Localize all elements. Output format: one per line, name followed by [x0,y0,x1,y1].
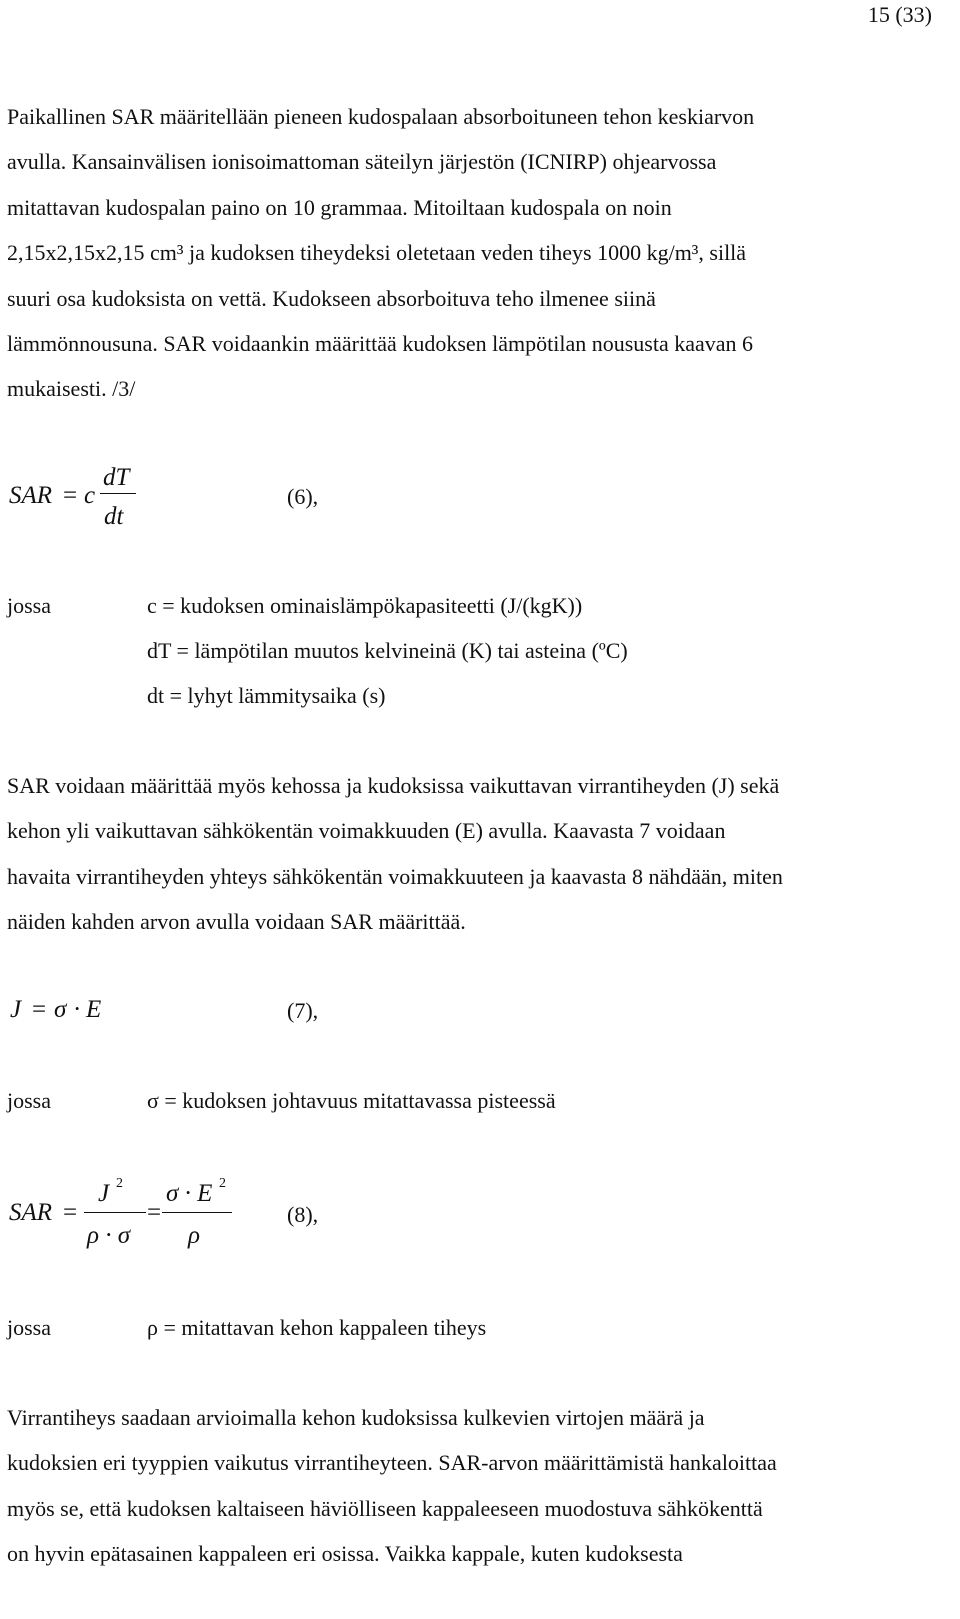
eq8-exponent-2: 2 [219,1176,226,1191]
definition-rho: ρ = mitattavan kehon kappaleen tiheys [147,1315,487,1340]
eq8-numerator-2: σ · E [166,1180,213,1207]
text-line: 2,15x2,15x2,15 cm³ ja kudoksen tiheydeksi oletetaan veden tiheys 1000 kg/m³, sillä [7,240,747,266]
text-line: Virrantiheys saadaan arvioimalla kehon kudoksissa kulkevien virtojen määrä ja [7,1405,705,1430]
eq8-equals-1: = [63,1199,78,1226]
text-line: Paikallinen SAR määritellään pieneen kudospalaan absorboituneen tehon keskiarvon [7,104,755,129]
jossa-label: jossa [7,593,51,618]
definition-c: c = kudoksen ominaislämpökapasiteetti (J/(kgK)) [147,593,583,618]
text-line: mukaisesti. /3/ [7,376,136,402]
eq7-label: (7), [287,998,319,1023]
paragraph-current-density [7,763,955,945]
text-line: SAR voidaan määrittää myös kehossa ja kudoksissa vaikuttavan virrantiheyden (J) sekä [7,773,780,798]
text-line: mitattavan kudospalan paino on 10 grammaa. Mitoiltaan kudospala on noin [7,194,672,220]
eq6-equals: = [63,482,78,509]
eq8-label: (8), [287,1202,319,1227]
page-number: 15 (33) [867,2,932,27]
paragraph-difficulties [7,1395,955,1577]
eq6-numerator: dT [103,464,130,491]
eq8-fraction-bar-1 [84,1212,146,1213]
text-line: kehon yli vaikuttavan sähkökentän voimakkuuden (E) avulla. Kaavasta 7 voidaan [7,818,726,844]
eq7-equals: = [32,996,47,1023]
paragraph-intro [7,94,955,412]
eq7-E: E [86,996,102,1023]
eq8-denominator-1: ρ · σ [87,1222,131,1249]
eq7-sigma: σ [54,996,67,1023]
text-line: on hyvin epätasainen kappaleen eri osissa. Vaikka kappale, kuten kudoksesta [7,1541,683,1567]
eq7-lhs: J [10,996,22,1023]
text-line: havaita virrantiheyden yhteys sähkökentän voimakkuuteen ja kaavasta 8 nähdään, miten [7,863,783,889]
eq8-lhs: SAR [9,1199,53,1226]
eq8-denominator-2: ρ [188,1222,200,1249]
text-line: kudoksien eri tyyppien vaikutus virrantiheyteen. SAR-arvon määrittämistä hankaloittaa [7,1450,777,1476]
text-line: lämmönnousuna. SAR voidaankin määrittää kudoksen lämpötilan noususta kaavan 6 [7,331,754,357]
eq6-fraction-bar [100,493,136,494]
eq6-denominator: dt [104,503,124,530]
eq8-equals-2: = [147,1199,162,1226]
definition-sigma: σ = kudoksen johtavuus mitattavassa pisteessä [147,1088,556,1113]
eq6-label: (6), [287,484,319,509]
eq7-dot: · [73,996,82,1023]
jossa-label: jossa [7,1315,51,1340]
jossa-label: jossa [7,1088,51,1113]
eq8-exponent-1: 2 [116,1176,123,1191]
text-line: myös se, että kudoksen kaltaiseen häviölliseen kappaleeseen muodostuva sähkökenttä [7,1495,763,1521]
eq8-fraction-bar-2 [162,1212,232,1213]
definition-dT: dT = lämpötilan muutos kelvineinä (K) tai asteina (ºC) [147,638,628,663]
text-line: avulla. Kansainvälisen ionisoimattoman säteilyn järjestön (ICNIRP) ohjearvossa [7,149,717,175]
definition-dt: dt = lyhyt lämmitysaika (s) [147,683,386,708]
text-line: näiden kahden arvon avulla voidaan SAR määrittää. [7,909,466,935]
text-line: suuri osa kudoksista on vettä. Kudokseen absorboituva teho ilmenee siinä [7,285,656,311]
eq6-lhs: SAR [9,482,53,509]
eq8-numerator-1: J [98,1180,110,1207]
eq6-coefficient: c [84,482,96,509]
